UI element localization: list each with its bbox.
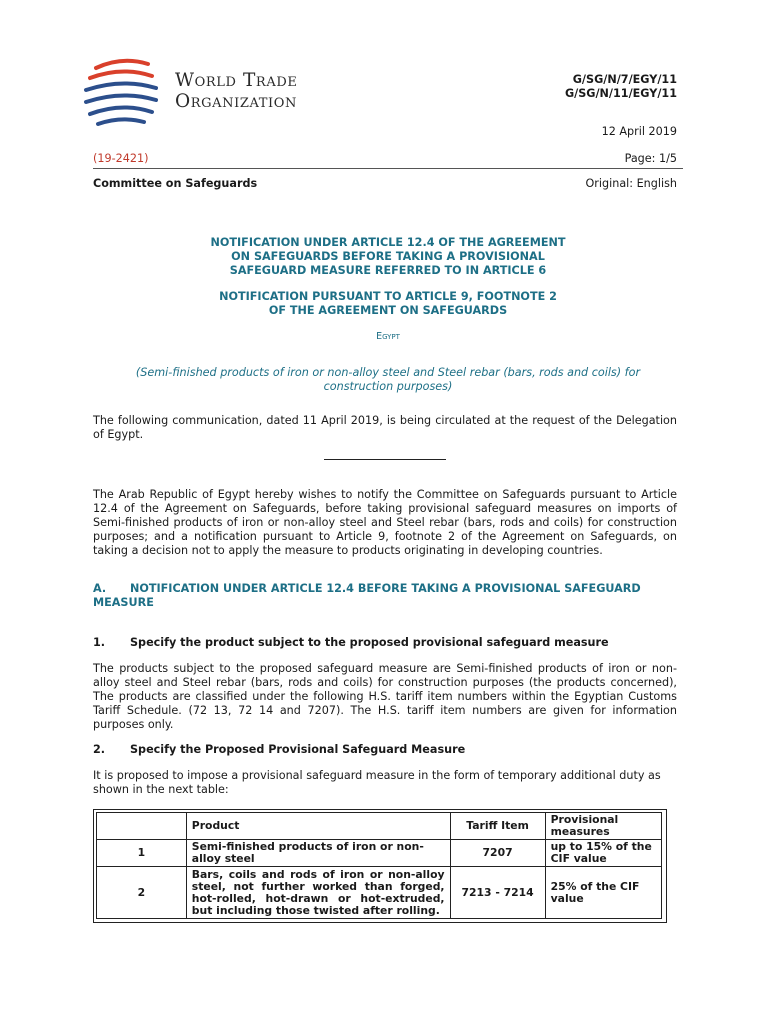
heading-2-text: Specify the Proposed Provisional Safeguard Measure [130, 743, 466, 756]
heading-2-number: 2. [93, 743, 106, 756]
notification-paragraph: The Arab Republic of Egypt hereby wishes to notify the Committee on Safeguards pursuant to Article 12.4 of the Agreement on Safeguards, before taking provisional safeguard measures on imports of Semi-finished products of iron or non-alloy steel and Steel rebar (bars, rods and coils) for construction purposes; and a notification pursuant to Article 9, footnote 2 of the Agreement on Safeguards, on taking a decision not to apply the measure to products originating in developing countries. [93, 488, 677, 557]
country-name: Egypt [376, 331, 400, 342]
org-line-1: World Trade [175, 70, 298, 91]
table-row [97, 867, 662, 919]
heading-1-text: Specify the product subject to the proposed provisional safeguard measure [130, 636, 609, 649]
heading-1-number: 1. [93, 636, 106, 649]
title-line-4: NOTIFICATION PURSUANT TO ARTICLE 9, FOOTNOTE 2 [219, 290, 557, 303]
section-a-heading [93, 582, 683, 596]
header-tariff-item: Tariff Item [450, 813, 545, 840]
header-rule [93, 168, 683, 169]
row-number: 1 [97, 840, 187, 867]
row-product: Bars, coils and rods of iron or non-alloy steel, not further worked than forged, hot-rolled, hot-drawn or hot-extruded, but including those twisted after rolling. [186, 867, 450, 919]
title-line-1: NOTIFICATION UNDER ARTICLE 12.4 OF THE AGREEMENT [210, 236, 566, 249]
header-product: Product [186, 813, 450, 840]
original-language: Original: English [585, 177, 677, 190]
section-a-number: A. [93, 582, 107, 595]
org-line-2: Organization [175, 91, 297, 112]
title-line-2: ON SAFEGUARDS BEFORE TAKING A PROVISIONAL [231, 250, 545, 263]
product-paragraph: The products subject to the proposed safeguard measure are Semi-finished products of iron or non-alloy steel and Steel rebar (bars, rods and coils) for construction purposes (the products concerned), The products are classified under the following H.S. tariff item numbers within the Egyptian Customs Tariff Schedule. (72 13, 72 14 and 7207). The H.S. tariff item numbers are given for information purposes only. [93, 662, 677, 731]
wto-logo-icon [82, 54, 164, 130]
document-symbol-2: G/SG/N/11/EGY/11 [564, 87, 677, 100]
measures-table [96, 812, 662, 919]
row-product: Semi-finished products of iron or non-alloy steel [186, 840, 450, 867]
row-tariff-item: 7207 [450, 840, 545, 867]
header-number [97, 813, 187, 840]
section-a-line-1: NOTIFICATION UNDER ARTICLE 12.4 BEFORE TAKING A PROVISIONAL SAFEGUARD [130, 582, 641, 595]
intro-paragraph: The following communication, dated 11 April 2019, is being circulated at the request of the Delegation of Egypt. [93, 414, 677, 441]
heading-2 [93, 743, 683, 757]
separator-line [324, 459, 446, 460]
row-provisional-measure: 25% of the CIF value [545, 867, 661, 919]
page-indicator: Page: 1/5 [624, 152, 677, 165]
subtitle-line-2: construction purposes) [323, 380, 453, 393]
subtitle-line-1: (Semi-finished products of iron or non-alloy steel and Steel rebar (bars, rods and coils) for [135, 366, 641, 379]
title-line-3: SAFEGUARD MEASURE REFERRED TO IN ARTICLE 6 [229, 264, 547, 277]
document-symbol-1: G/SG/N/7/EGY/11 [572, 73, 677, 86]
row-tariff-item: 7213 - 7214 [450, 867, 545, 919]
heading-1 [93, 636, 683, 650]
organization-name [175, 70, 297, 112]
committee-name: Committee on Safeguards [93, 177, 258, 190]
table-row [97, 840, 662, 867]
section-a-line-2: MEASURE [93, 596, 154, 609]
title-line-5: OF THE AGREEMENT ON SAFEGUARDS [268, 304, 508, 317]
measure-paragraph: It is proposed to impose a provisional safeguard measure in the form of temporary additional duty as shown in the next table: [93, 769, 661, 796]
row-number: 2 [97, 867, 187, 919]
header-provisional-measures: Provisional measures [545, 813, 661, 840]
row-provisional-measure: up to 15% of the CIF value [545, 840, 661, 867]
document-date: 12 April 2019 [601, 125, 677, 138]
document-number: (19-2421) [93, 152, 149, 165]
table-header-row [97, 813, 662, 840]
